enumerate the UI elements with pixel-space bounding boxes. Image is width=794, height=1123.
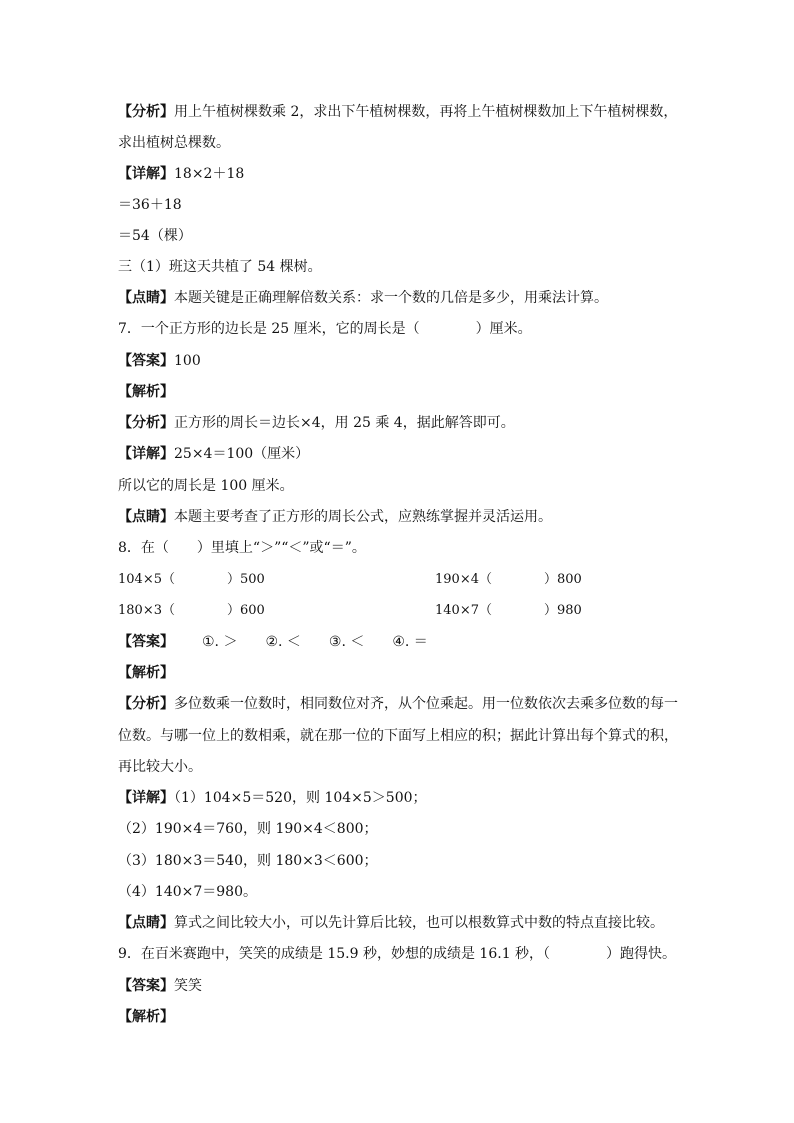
prev-xiangjie-line-1: [118, 165, 244, 183]
answer-item-1: ①. ＞: [202, 634, 238, 650]
q7-question: 7．一个正方形的边长是 25 厘米，它的周长是（ ）厘米。: [118, 321, 532, 337]
fenxi-tag: 【分析】: [118, 696, 174, 712]
q9-answer: [118, 977, 202, 995]
q8-row1-right: 190×4（ ）800: [435, 572, 582, 587]
q8-xiangjie-4: （4）140×7＝980。: [118, 884, 257, 900]
q8-fenxi-line-2: 位数。与哪一位上的数相乘，就在那一位的下面写上相应的积；据此计算出每个算式的积，: [118, 728, 678, 744]
answer-text: 笑笑: [174, 978, 202, 994]
prev-xiangjie-line-2: ＝36＋18: [118, 197, 182, 213]
xiangjie-text: 18×2＋18: [174, 166, 245, 182]
answer-item-4: ④. ＝: [392, 634, 428, 650]
q8-xiangjie-2: （2）190×4＝760，则 190×4＜800；: [118, 821, 378, 837]
dianjing-tag: 【点睛】: [118, 290, 174, 306]
q7-fenxi: [118, 414, 515, 432]
fenxi-text: 用上午植树棵数乘 2，求出下午植树棵数，再将上午植树棵数加上下午植树棵数，: [174, 104, 678, 120]
xiangjie-tag: 【详解】: [118, 166, 174, 182]
q7-xiangjie: [118, 445, 309, 463]
q8-xiangjie-3: （3）180×3＝540，则 180×3＜600；: [118, 853, 378, 869]
fenxi-text: 多位数乘一位数时，相同数位对齐，从个位乘起。用一位数依次去乘多位数的每一: [174, 696, 678, 712]
dianjing-text: 本题主要考查了正方形的周长公式，应熟练掌握并灵活运用。: [174, 509, 552, 525]
dianjing-text: 算式之间比较大小，可以先计算后比较，也可以根数算式中数的特点直接比较。: [174, 915, 664, 931]
answer-text: 100: [174, 353, 201, 369]
q7-dianjing: [118, 508, 552, 526]
q8-answer: [118, 633, 456, 651]
q8-fenxi-line-1: [118, 695, 678, 713]
prev-xiangjie-line-3: ＝54（棵）: [118, 228, 192, 244]
prev-fenxi-line-2: 求出植树总棵数。: [118, 135, 230, 151]
prev-conclusion: 三（1）班这天共植了 54 棵树。: [118, 259, 322, 275]
xiangjie-tag: 【详解】: [118, 446, 174, 462]
q7-answer: [118, 352, 201, 370]
q9-question: 9．在百米赛跑中，笑笑的成绩是 15.9 秒，妙想的成绩是 16.1 秒，（ ）跑得快。: [118, 946, 677, 962]
prev-fenxi-line-1: [118, 103, 677, 121]
answer-item-3: ③. ＜: [328, 634, 365, 650]
answer-item-2: ②. ＜: [265, 634, 301, 650]
dianjing-tag: 【点睛】: [118, 509, 174, 525]
xiangjie-text: （1）104×5＝520，则 104×5＞500；: [174, 790, 427, 806]
q8-fenxi-line-3: 再比较大小。: [118, 759, 202, 775]
answer-tag: 【答案】: [118, 353, 174, 369]
q8-row2-right: 140×7（ ）980: [435, 603, 582, 618]
answer-tag: 【答案】: [118, 634, 174, 650]
xiangjie-tag: 【详解】: [118, 790, 174, 806]
q7-conclusion: 所以它的周长是 100 厘米。: [118, 478, 294, 494]
fenxi-tag: 【分析】: [118, 415, 174, 431]
q8-question: 8．在（ ）里填上“＞”“＜”或“＝”。: [118, 540, 366, 556]
answer-tag: 【答案】: [118, 978, 174, 994]
q7-jiexi-tag: 【解析】: [118, 384, 174, 400]
q8-xiangjie-1: [118, 789, 427, 807]
q9-jiexi-tag: 【解析】: [118, 1009, 174, 1025]
q8-jiexi-tag: 【解析】: [118, 665, 174, 681]
q8-row2-left: 180×3（ ）600: [118, 603, 265, 618]
q8-row1-left: 104×5（ ）500: [118, 572, 265, 587]
fenxi-tag: 【分析】: [118, 104, 174, 120]
prev-dianjing: [118, 289, 608, 307]
q8-dianjing: [118, 914, 664, 932]
xiangjie-text: 25×4＝100（厘米）: [174, 446, 310, 462]
dianjing-text: 本题关键是正确理解倍数关系：求一个数的几倍是多少，用乘法计算。: [174, 290, 608, 306]
fenxi-text: 正方形的周长＝边长×4，用 25 乘 4，据此解答即可。: [174, 415, 515, 431]
dianjing-tag: 【点睛】: [118, 915, 174, 931]
